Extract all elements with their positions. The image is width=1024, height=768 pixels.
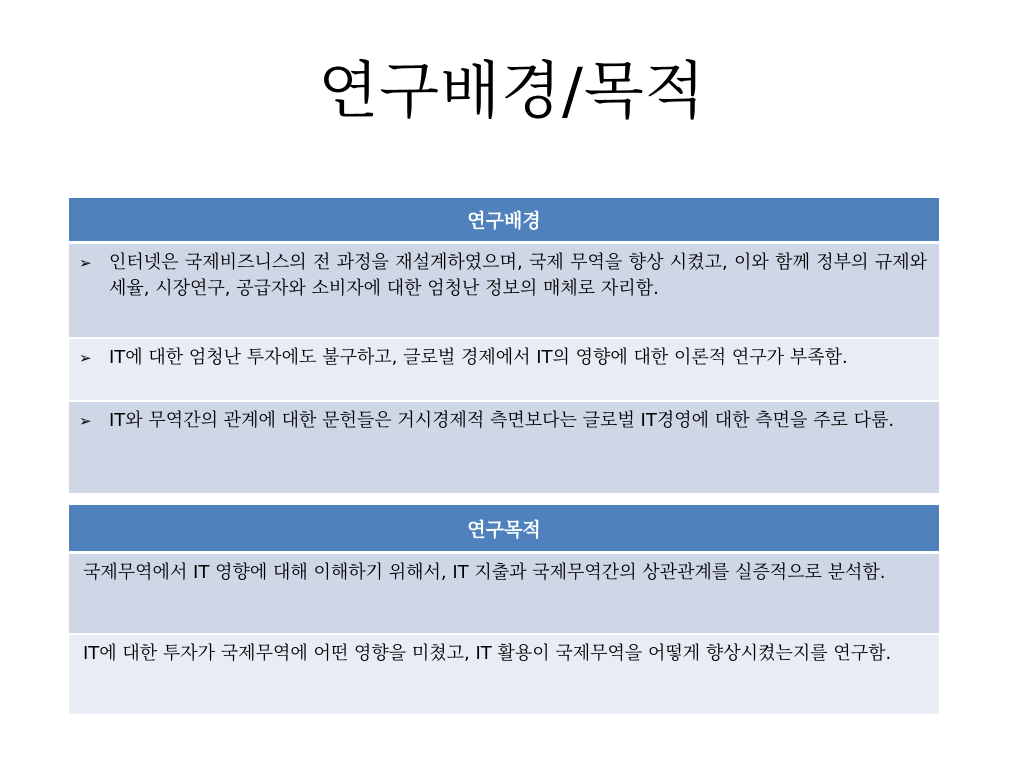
purpose-row-2 (69, 635, 939, 714)
background-item-2: IT에 대한 엄청난 투자에도 불구하고, 글로벌 경제에서 IT의 영향에 대한 이론적 연구가 부족함. (109, 347, 848, 368)
purpose-item-1: 국제무역에서 IT 영향에 대해 이해하기 위해서, IT 지출과 국제무역간의 상관관계를 실증적으로 분석함. (83, 562, 886, 583)
background-row-1 (69, 244, 939, 339)
background-item-3: IT와 무역간의 관계에 대한 문헌들은 거시경제적 측면보다는 글로벌 IT경영에 대한 측면을 주로 다룸. (109, 410, 895, 431)
purpose-row-1 (69, 554, 939, 635)
background-item-1: 인터넷은 국제비즈니스의 전 과정을 재설계하였으며, 국제 무역을 향상 시켰고, 이와 함께 정부의 규제와 세율, 시장연구, 공급자와 소비자에 대한 엄청난 정보의 매체로 자리함. (109, 252, 927, 299)
arrow-bullet-icon: ➢ (79, 412, 92, 430)
purpose-table-header: 연구목적 (69, 505, 939, 554)
purpose-table (69, 505, 939, 714)
slide-title: 연구배경/목적 (318, 54, 706, 127)
background-table-header: 연구배경 (69, 198, 939, 244)
background-row-2 (69, 339, 939, 402)
background-row-3 (69, 402, 939, 493)
background-table (69, 198, 939, 493)
purpose-item-2: IT에 대한 투자가 국제무역에 어떤 영향을 미쳤고, IT 활용이 국제무역을 어떻게 향상시켰는지를 연구함. (83, 643, 892, 664)
arrow-bullet-icon: ➢ (79, 349, 92, 367)
arrow-bullet-icon: ➢ (79, 254, 92, 272)
